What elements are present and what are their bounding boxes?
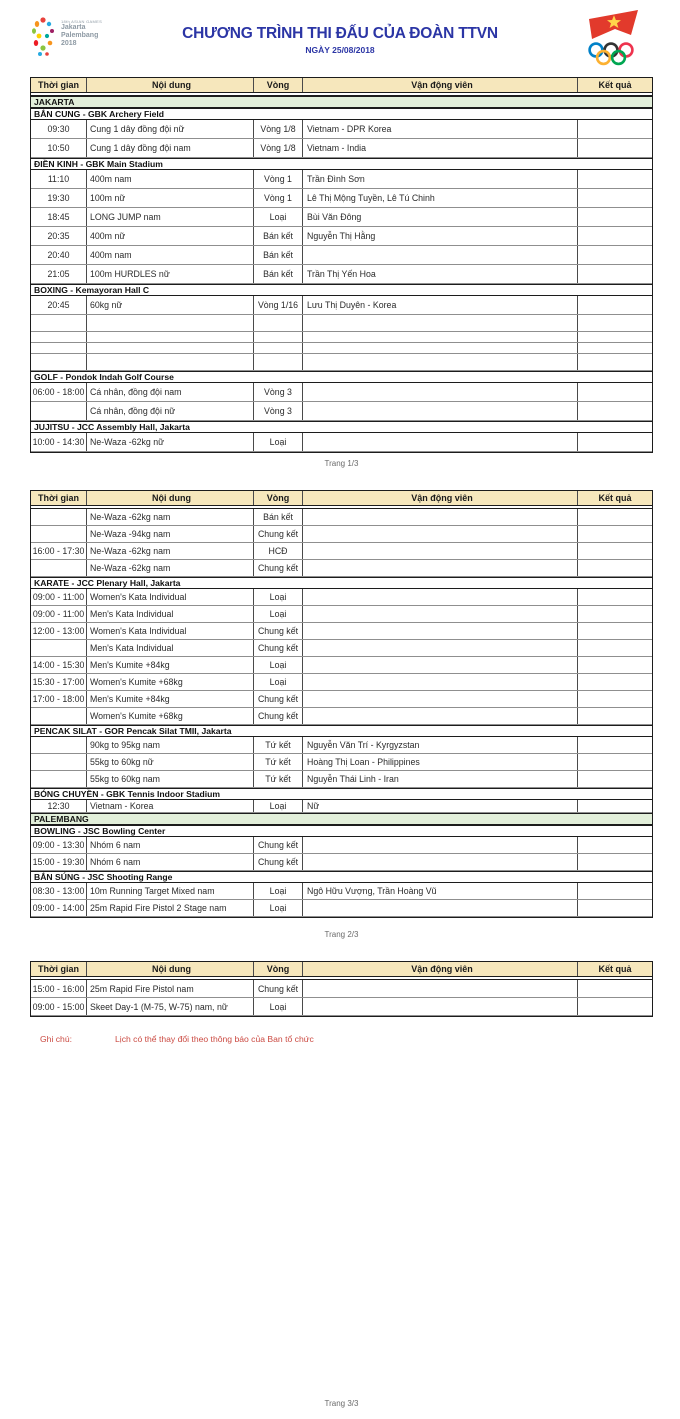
cell-athletes (303, 900, 578, 916)
cell-event: Women's Kumite +68kg (87, 674, 254, 690)
empty-row (31, 315, 652, 332)
cell-result (578, 526, 652, 542)
cell-event: Vietnam - Korea (87, 800, 254, 812)
page-footer-2: Trang 2/3 (324, 930, 359, 939)
flag-icon (589, 10, 638, 39)
cell-event: Nhóm 6 nam (87, 854, 254, 870)
cell-round: Chung kết (254, 854, 303, 870)
cell-round: Loại (254, 674, 303, 690)
cell-time: 11:10 (31, 170, 87, 188)
cell-time: 10:50 (31, 139, 87, 157)
cell-athletes: Vietnam - India (303, 139, 578, 157)
table-row (31, 623, 652, 640)
venue-section-row (31, 825, 652, 837)
cell-round: Chung kết (254, 526, 303, 542)
column-header-time: Thời gian (31, 491, 87, 505)
cell-event: 100m nữ (87, 189, 254, 207)
cell-result (578, 189, 652, 207)
table-row (31, 526, 652, 543)
table-row (31, 640, 652, 657)
cell-round: Chung kết (254, 560, 303, 576)
cell-time: 09:00 - 11:00 (31, 589, 87, 605)
cell-athletes (303, 691, 578, 707)
table-row (31, 543, 652, 560)
cell-event (87, 343, 254, 353)
cell-athletes (303, 332, 578, 342)
cell-result (578, 296, 652, 314)
cell-event (87, 354, 254, 370)
cell-event: Women's Kata Individual (87, 623, 254, 639)
cell-athletes: Nữ (303, 800, 578, 812)
section-label: BẮN CUNG - GBK Archery Field (34, 109, 165, 119)
cell-result (578, 332, 652, 342)
cell-result (578, 589, 652, 605)
table-row (31, 170, 652, 189)
cell-athletes (303, 509, 578, 525)
venue-section-row (31, 371, 652, 383)
empty-row (31, 354, 652, 371)
cell-event: 55kg to 60kg nữ (87, 754, 254, 770)
cell-athletes: Hoàng Thị Loan - Philippines (303, 754, 578, 770)
cell-time: 16:00 - 17:30 (31, 543, 87, 559)
cell-time (31, 640, 87, 656)
cell-athletes (303, 354, 578, 370)
table-header-row (31, 962, 652, 977)
cell-round: Bán kết (254, 227, 303, 245)
table-row (31, 402, 652, 421)
cell-time (31, 343, 87, 353)
cell-event: Cung 1 dây đồng đội nữ (87, 120, 254, 138)
cell-event: 400m nữ (87, 227, 254, 245)
table-row (31, 657, 652, 674)
cell-result (578, 170, 652, 188)
cell-event: 25m Rapid Fire Pistol 2 Stage nam (87, 900, 254, 916)
cell-result (578, 139, 652, 157)
cell-time (31, 354, 87, 370)
table-row (31, 383, 652, 402)
cell-result (578, 854, 652, 870)
cell-round: Chung kết (254, 691, 303, 707)
cell-result (578, 691, 652, 707)
column-header-result: Kết quả (598, 493, 632, 503)
cell-athletes (303, 708, 578, 724)
cell-athletes (303, 674, 578, 690)
cell-result (578, 606, 652, 622)
cell-athletes: Nguyễn Văn Trí - Kyrgyzstan (303, 737, 578, 753)
schedule-table-page1 (30, 77, 653, 453)
cell-result (578, 560, 652, 576)
cell-round: Loại (254, 589, 303, 605)
table-row (31, 691, 652, 708)
cell-result (578, 623, 652, 639)
cell-time (31, 708, 87, 724)
cell-athletes (303, 837, 578, 853)
column-header-round: Vòng (254, 962, 303, 976)
cell-event: Skeet Day-1 (M-75, W-75) nam, nữ (87, 998, 254, 1015)
cell-round: Loại (254, 657, 303, 673)
cell-event: Men's Kumite +84kg (87, 657, 254, 673)
table-row (31, 189, 652, 208)
cell-athletes (303, 402, 578, 420)
cell-event: Cung 1 dây đồng đội nam (87, 139, 254, 157)
table-row (31, 589, 652, 606)
cell-time (31, 402, 87, 420)
table-row (31, 754, 652, 771)
table-row (31, 837, 652, 854)
cell-athletes (303, 433, 578, 451)
cell-event: Men's Kata Individual (87, 640, 254, 656)
cell-result (578, 980, 652, 997)
section-label: BOWLING - JSC Bowling Center (34, 826, 166, 836)
cell-time: 15:30 - 17:00 (31, 674, 87, 690)
venue-section-row (31, 158, 652, 170)
cell-round: Loại (254, 208, 303, 226)
cell-event: 90kg to 95kg nam (87, 737, 254, 753)
cell-round: HCĐ (254, 543, 303, 559)
section-label: BÓNG CHUYỀN - GBK Tennis Indoor Stadium (34, 789, 221, 799)
column-header-event: Nội dung (87, 491, 254, 505)
cell-round: Loại (254, 883, 303, 899)
cell-athletes (303, 315, 578, 331)
section-label: ĐIỀN KINH - GBK Main Stadium (34, 159, 163, 169)
vietnam-olympic-logo (580, 8, 646, 71)
cell-athletes (303, 980, 578, 997)
cell-time: 08:30 - 13:00 (31, 883, 87, 899)
cell-event: Women's Kumite +68kg (87, 708, 254, 724)
schedule-table-page2 (30, 490, 653, 918)
cell-athletes (303, 383, 578, 401)
table-header-row (31, 491, 652, 506)
cell-athletes (303, 589, 578, 605)
logo-line-year: 2018 (61, 40, 77, 48)
cell-athletes (303, 560, 578, 576)
page-title: CHƯƠNG TRÌNH THI ĐẤU CỦA ĐOÀN TTVN (182, 25, 498, 42)
cell-athletes: Trần Đình Sơn (303, 170, 578, 188)
schedule-note (40, 1034, 314, 1044)
cell-round: Chung kết (254, 640, 303, 656)
cell-athletes: Ngô Hữu Vượng, Trần Hoàng Vũ (303, 883, 578, 899)
cell-result (578, 208, 652, 226)
cell-event: Men's Kumite +84kg (87, 691, 254, 707)
column-header-result: Kết quả (598, 80, 632, 90)
cell-time: 09:00 - 11:00 (31, 606, 87, 622)
cell-result (578, 433, 652, 451)
cell-event: Cá nhân, đồng đội nam (87, 383, 254, 401)
cell-round: Loại (254, 800, 303, 812)
table-row (31, 296, 652, 315)
cell-athletes: Bùi Văn Đông (303, 208, 578, 226)
cell-event: Ne-Waza -62kg nữ (87, 433, 254, 451)
cell-round: Loại (254, 998, 303, 1015)
cell-round: Chung kết (254, 623, 303, 639)
city-section-row (31, 96, 652, 108)
cell-time: 06:00 - 18:00 (31, 383, 87, 401)
cell-time: 12:30 (31, 800, 87, 812)
cell-round: Loại (254, 900, 303, 916)
cell-time: 09:00 - 13:30 (31, 837, 87, 853)
cell-round (254, 354, 303, 370)
cell-athletes (303, 343, 578, 353)
cell-time: 21:05 (31, 265, 87, 283)
cell-athletes: Trần Thị Yến Hoa (303, 265, 578, 283)
cell-event: Men's Kata Individual (87, 606, 254, 622)
venue-section-row (31, 871, 652, 883)
cell-event (87, 315, 254, 331)
cell-round: Tứ kết (254, 771, 303, 787)
cell-round: Vòng 3 (254, 383, 303, 401)
note-text: Lịch có thể thay đổi theo thông báo của Ban tổ chức (115, 1034, 314, 1044)
cell-event: Cá nhân, đồng đội nữ (87, 402, 254, 420)
cell-event: Ne-Waza -62kg nam (87, 509, 254, 525)
cell-result (578, 543, 652, 559)
cell-athletes (303, 606, 578, 622)
cell-round: Vòng 1/8 (254, 139, 303, 157)
cell-result (578, 708, 652, 724)
table-row (31, 246, 652, 265)
table-row (31, 227, 652, 246)
cell-time: 18:45 (31, 208, 87, 226)
cell-result (578, 343, 652, 353)
cell-time: 15:00 - 16:00 (31, 980, 87, 997)
venue-section-row (31, 284, 652, 296)
cell-time: 17:00 - 18:00 (31, 691, 87, 707)
cell-round: Loại (254, 433, 303, 451)
section-label: JAKARTA (34, 97, 75, 107)
table-row (31, 509, 652, 526)
cell-event: LONG JUMP nam (87, 208, 254, 226)
cell-time (31, 332, 87, 342)
cell-time (31, 526, 87, 542)
cell-round: Tứ kết (254, 737, 303, 753)
cell-event: Nhóm 6 nam (87, 837, 254, 853)
cell-event: 400m nam (87, 170, 254, 188)
page-footer-3: Trang 3/3 (324, 1399, 359, 1408)
cell-event: 10m Running Target Mixed nam (87, 883, 254, 899)
cell-athletes: Lê Thị Mộng Tuyền, Lê Tú Chinh (303, 189, 578, 207)
cell-result (578, 837, 652, 853)
cell-round: Chung kết (254, 980, 303, 997)
table-row (31, 265, 652, 284)
cell-result (578, 998, 652, 1015)
cell-time: 09:00 - 15:00 (31, 998, 87, 1015)
cell-time: 09:00 - 14:00 (31, 900, 87, 916)
cell-event: Ne-Waza -94kg nam (87, 526, 254, 542)
logo-tagline: 18th ASIAN GAMES (61, 18, 103, 24)
cell-result (578, 246, 652, 264)
section-label: KARATE - JCC Plenary Hall, Jakarta (34, 578, 181, 588)
logo-line-city2: Palembang (61, 32, 99, 40)
cell-round: Loại (254, 606, 303, 622)
olympic-rings-icon (590, 44, 633, 64)
cell-round: Bán kết (254, 246, 303, 264)
cell-time (31, 560, 87, 576)
table-row (31, 883, 652, 900)
cell-result (578, 640, 652, 656)
section-label: JUJITSU - JCC Assembly Hall, Jakarta (34, 422, 190, 432)
table-row (31, 674, 652, 691)
venue-section-row (31, 577, 652, 589)
cell-result (578, 383, 652, 401)
empty-row (31, 343, 652, 354)
cell-result (578, 674, 652, 690)
venue-section-row (31, 725, 652, 737)
cell-athletes (303, 246, 578, 264)
section-label: BOXING - Kemayoran Hall C (34, 285, 150, 295)
cell-time (31, 315, 87, 331)
cell-athletes (303, 657, 578, 673)
cell-result (578, 771, 652, 787)
table-row (31, 900, 652, 917)
table-row (31, 560, 652, 577)
cell-round: Vòng 1/16 (254, 296, 303, 314)
page-footer-1: Trang 1/3 (324, 459, 359, 468)
table-row (31, 800, 652, 813)
cell-round: Vòng 1 (254, 189, 303, 207)
cell-time: 10:00 - 14:30 (31, 433, 87, 451)
cell-result (578, 227, 652, 245)
table-row (31, 854, 652, 871)
cell-event: Women's Kata Individual (87, 589, 254, 605)
venue-section-row (31, 421, 652, 433)
cell-result (578, 883, 652, 899)
schedule-table-page3 (30, 961, 653, 1017)
page-date: NGÀY 25/08/2018 (305, 45, 375, 55)
table-row (31, 771, 652, 788)
cell-result (578, 120, 652, 138)
cell-round: Vòng 1/8 (254, 120, 303, 138)
column-header-event: Nội dung (87, 78, 254, 92)
logo-line-city1: Jakarta (61, 24, 86, 32)
cell-round (254, 315, 303, 331)
column-header-athletes: Vận động viên (303, 78, 578, 92)
cell-result (578, 315, 652, 331)
cell-time: 14:00 - 15:30 (31, 657, 87, 673)
cell-event: 25m Rapid Fire Pistol nam (87, 980, 254, 997)
cell-round: Chung kết (254, 837, 303, 853)
section-label: GOLF - Pondok Indah Golf Course (34, 372, 174, 382)
table-row (31, 208, 652, 227)
column-header-event: Nội dung (87, 962, 254, 976)
section-label: PALEMBANG (34, 814, 89, 824)
cell-athletes: Vietnam - DPR Korea (303, 120, 578, 138)
city-section-row (31, 813, 652, 825)
cell-time: 20:45 (31, 296, 87, 314)
cell-round (254, 343, 303, 353)
column-header-round: Vòng (254, 78, 303, 92)
cell-round: Chung kết (254, 708, 303, 724)
cell-time: 20:35 (31, 227, 87, 245)
column-header-athletes: Vận động viên (303, 491, 578, 505)
cell-event (87, 332, 254, 342)
column-header-athletes: Vận động viên (303, 962, 578, 976)
cell-event: 100m HURDLES nữ (87, 265, 254, 283)
cell-athletes (303, 854, 578, 870)
cell-result (578, 800, 652, 812)
venue-section-row (31, 788, 652, 800)
section-label: BẮN SÚNG - JSC Shooting Range (34, 872, 173, 882)
cell-time: 19:30 (31, 189, 87, 207)
cell-athletes (303, 998, 578, 1015)
empty-row (31, 332, 652, 343)
cell-time: 12:00 - 13:00 (31, 623, 87, 639)
cell-time: 20:40 (31, 246, 87, 264)
cell-result (578, 265, 652, 283)
table-row (31, 737, 652, 754)
cell-event: 400m nam (87, 246, 254, 264)
venue-section-row (31, 108, 652, 120)
cell-round (254, 332, 303, 342)
cell-time: 15:00 - 19:30 (31, 854, 87, 870)
cell-result (578, 754, 652, 770)
table-row (31, 708, 652, 725)
table-header-row (31, 78, 652, 93)
cell-athletes (303, 623, 578, 639)
cell-round: Bán kết (254, 265, 303, 283)
cell-round: Vòng 1 (254, 170, 303, 188)
table-row (31, 606, 652, 623)
cell-round: Vòng 3 (254, 402, 303, 420)
cell-athletes: Nguyễn Thái Linh - Iran (303, 771, 578, 787)
cell-result (578, 402, 652, 420)
cell-event: 60kg nữ (87, 296, 254, 314)
cell-event: 55kg to 60kg nam (87, 771, 254, 787)
note-label: Ghi chú: (40, 1034, 73, 1044)
cell-time: 09:30 (31, 120, 87, 138)
cell-round: Bán kết (254, 509, 303, 525)
table-row (31, 980, 652, 998)
section-label: PENCAK SILAT - GOR Pencak Silat TMII, Jakarta (34, 726, 232, 736)
cell-event: Ne-Waza -62kg nam (87, 560, 254, 576)
cell-athletes (303, 526, 578, 542)
cell-time (31, 771, 87, 787)
cell-result (578, 737, 652, 753)
cell-time (31, 509, 87, 525)
cell-result (578, 657, 652, 673)
cell-event: Ne-Waza -62kg nam (87, 543, 254, 559)
cell-result (578, 509, 652, 525)
cell-athletes (303, 640, 578, 656)
table-row (31, 433, 652, 452)
cell-athletes: Lưu Thị Duyên - Korea (303, 296, 578, 314)
cell-result (578, 354, 652, 370)
cell-athletes: Nguyễn Thị Hằng (303, 227, 578, 245)
table-row (31, 120, 652, 139)
cell-time (31, 754, 87, 770)
column-header-time: Thời gian (31, 78, 87, 92)
column-header-time: Thời gian (31, 962, 87, 976)
cell-time (31, 737, 87, 753)
table-row (31, 998, 652, 1016)
table-row (31, 139, 652, 158)
cell-athletes (303, 543, 578, 559)
cell-round: Tứ kết (254, 754, 303, 770)
cell-result (578, 900, 652, 916)
column-header-round: Vòng (254, 491, 303, 505)
column-header-result: Kết quả (598, 964, 632, 974)
